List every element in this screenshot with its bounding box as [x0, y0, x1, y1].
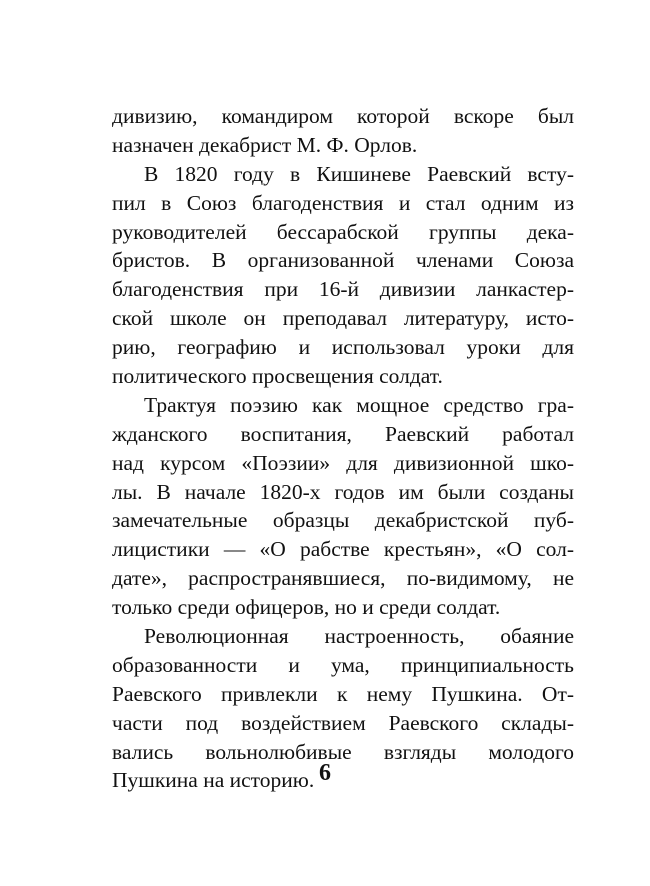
- text-line: В 1820 году в Кишиневе Раевский всту-: [144, 161, 574, 186]
- text-line: Трактуя поэзию как мощное средство гра-: [144, 392, 574, 417]
- text-line: замечательные образцы декабристской пуб-: [112, 508, 574, 533]
- text-line: образованности и ума, принципиальность: [112, 652, 574, 677]
- text-line: части под воздействием Раевского склады-: [112, 710, 574, 735]
- text-line: дате», распространявшиеся, по-видимому, не: [112, 566, 574, 591]
- text-line: Пушкина на историю.: [112, 768, 315, 793]
- text-line: назначен декабрист М. Ф. Орлов.: [112, 132, 418, 157]
- page-number: 6: [319, 760, 331, 786]
- page-text: [112, 102, 574, 795]
- text-line: рию, географию и использовал уроки для: [112, 335, 574, 360]
- text-line: политического просвещения солдат.: [112, 364, 443, 389]
- text-line: бристов. В организованной членами Союза: [112, 248, 574, 273]
- text-line: Раевского привлекли к нему Пушкина. От-: [112, 681, 574, 706]
- text-line: ской школе он преподавал литературу, исто-: [112, 306, 574, 331]
- text-line: благоденствия при 16-й дивизии ланкастер-: [112, 277, 574, 302]
- text-line: жданского воспитания, Раевский работал: [112, 421, 574, 446]
- text-line: дивизию, командиром которой вскоре был: [112, 104, 574, 128]
- text-line: лицистики — «О рабстве крестьян», «О сол-: [112, 537, 574, 562]
- text-line: вались вольнолюбивые взгляды молодого: [112, 739, 574, 764]
- text-line: пил в Союз благоденствия и стал одним из: [112, 190, 574, 215]
- text-line: только среди офицеров, но и среди солдат.: [112, 595, 501, 620]
- text-line: над курсом «Поэзии» для дивизионной шко-: [112, 450, 574, 475]
- text-line: Революционная настроенность, обаяние: [144, 624, 574, 649]
- text-line: руководителей бессарабской группы дека-: [112, 219, 574, 244]
- text-line: лы. В начале 1820-х годов им были созданы: [112, 479, 574, 504]
